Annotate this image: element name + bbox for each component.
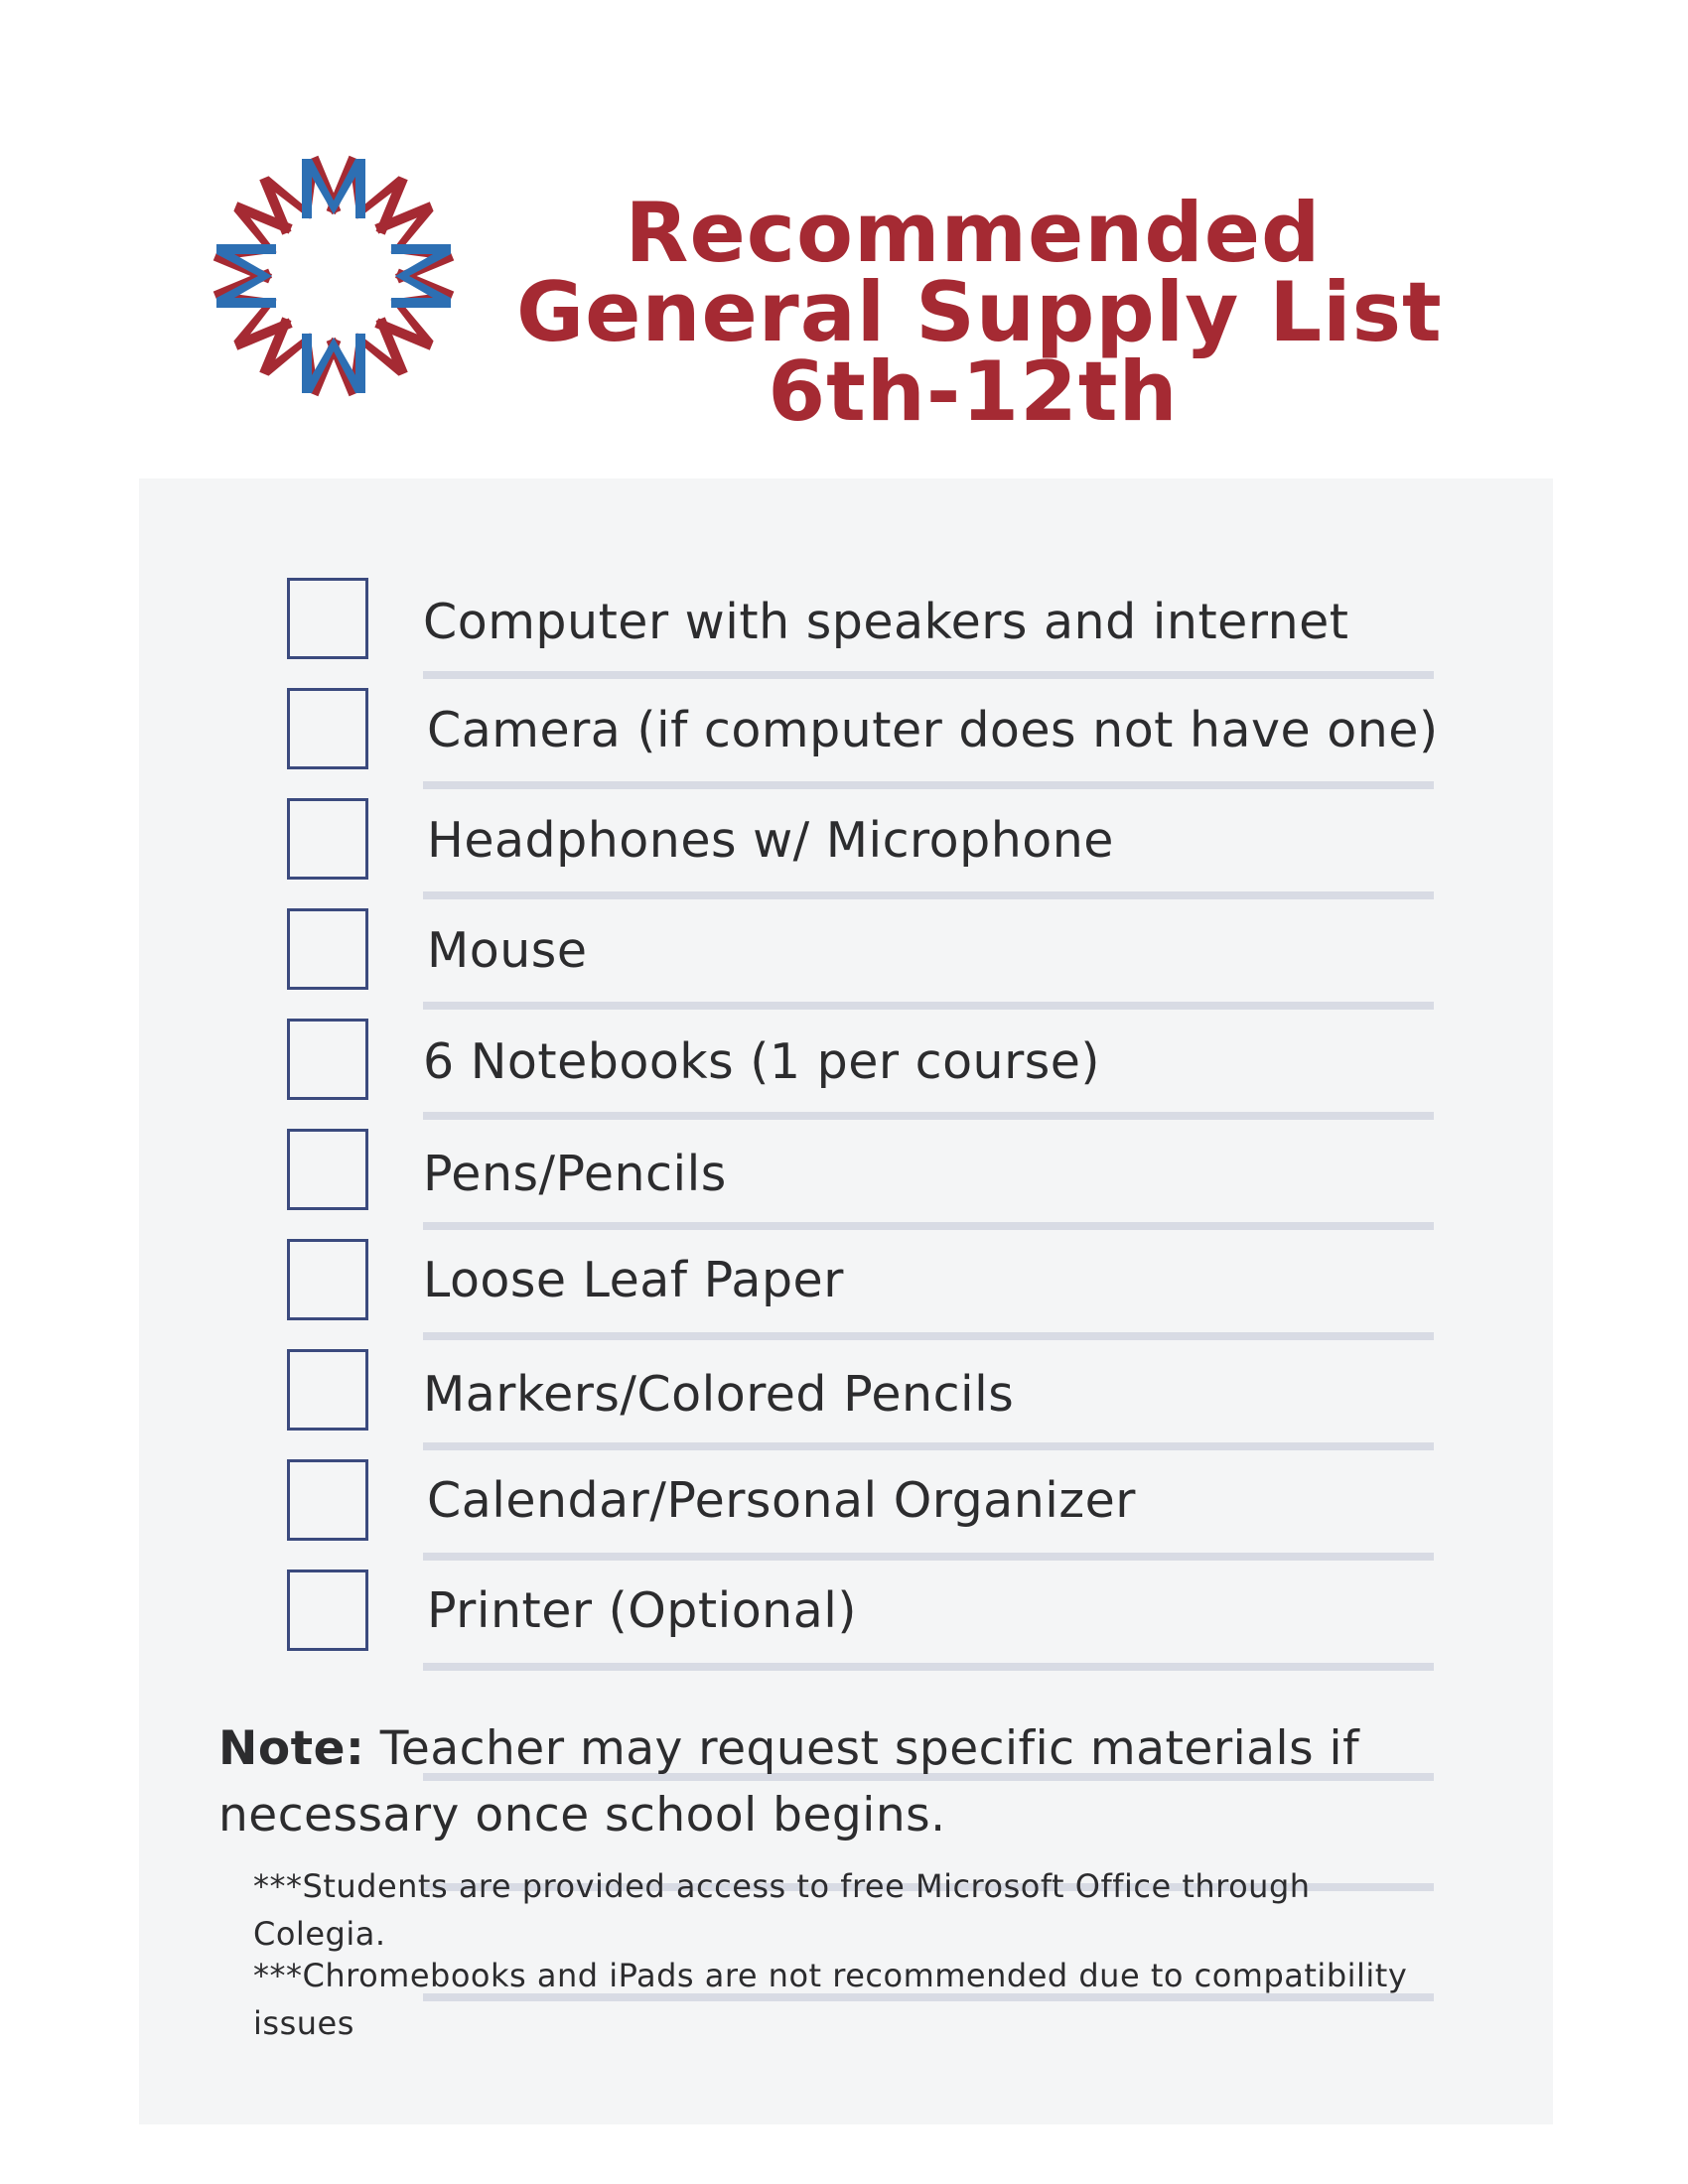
school-logo: [205, 147, 463, 405]
divider: [423, 671, 1434, 679]
note-text: Teacher may request specific materials if necessary once school begins.: [218, 1721, 1360, 1843]
divider: [423, 1553, 1434, 1561]
checkbox[interactable]: [287, 908, 368, 990]
checkbox[interactable]: [287, 1570, 368, 1651]
page-title: [516, 185, 1443, 440]
title-line-1: Recommended: [625, 185, 1322, 281]
divider: [423, 1442, 1434, 1450]
divider: [423, 1002, 1434, 1010]
title-line-3: 6th-12th: [768, 343, 1179, 440]
checkbox[interactable]: [287, 1129, 368, 1210]
footnote-office: ***Students are provided access to free Microsoft Office through Colegia.: [253, 1867, 1311, 1953]
teacher-note: [218, 1715, 1440, 1848]
divider: [423, 1112, 1434, 1120]
checkbox[interactable]: [287, 1349, 368, 1431]
title-line-2: General Supply List: [516, 264, 1443, 360]
divider: [423, 1222, 1434, 1230]
divider: [423, 1332, 1434, 1340]
item-label: Computer with speakers and internet: [423, 594, 1349, 650]
divider: [423, 891, 1434, 899]
checkbox[interactable]: [287, 1239, 368, 1320]
checkbox[interactable]: [287, 1019, 368, 1100]
logo-blue-m: [216, 244, 276, 308]
item-label: Pens/Pencils: [423, 1146, 727, 1202]
item-label: Loose Leaf Paper: [423, 1252, 844, 1308]
item-label: Mouse: [427, 922, 588, 979]
item-label: Headphones w/ Microphone: [427, 812, 1114, 869]
checkbox[interactable]: [287, 688, 368, 769]
item-label: Calendar/Personal Organizer: [427, 1472, 1136, 1529]
checkbox[interactable]: [287, 798, 368, 880]
item-label: Camera (if computer does not have one): [427, 702, 1439, 758]
checkbox[interactable]: [287, 1459, 368, 1541]
divider: [423, 1663, 1434, 1671]
logo-blue-m: [302, 159, 365, 218]
item-label: Markers/Colored Pencils: [423, 1366, 1015, 1423]
logo-blue-m: [302, 334, 365, 393]
checkbox[interactable]: [287, 578, 368, 659]
logo-blue-m: [391, 244, 451, 308]
item-label: Printer (Optional): [427, 1582, 857, 1639]
footnote-chromebooks: ***Chromebooks and iPads are not recommended due to compatibility issues: [253, 1957, 1408, 2042]
divider: [423, 781, 1434, 789]
note-prefix: Note:: [218, 1721, 365, 1776]
item-label: 6 Notebooks (1 per course): [423, 1033, 1101, 1090]
